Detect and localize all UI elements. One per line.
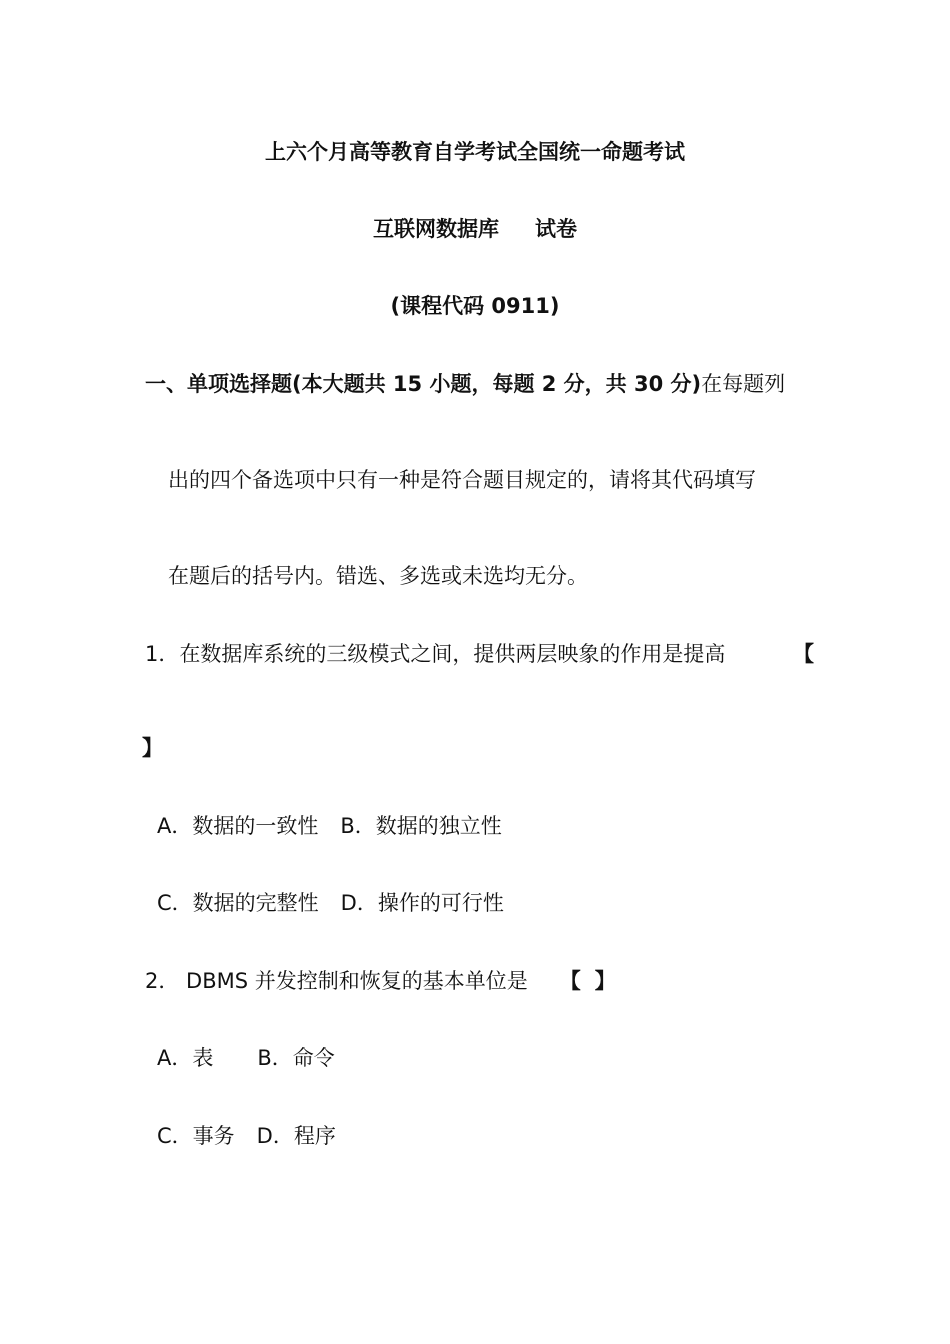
section-heading-bold: 一、单项选择题(本大题共 15 小题，每题 2 分，共 30 分) [145, 372, 702, 396]
question-2-options-row1 [157, 1044, 335, 1072]
question-2-bracket-close: 】 [594, 969, 616, 993]
section-instruction-line2: 出的四个备选项中只有一种是符合题目规定的，请将其代码填写 [168, 468, 756, 492]
question-1-stem: 1．在数据库系统的三级模式之间，提供两层映象的作用是提高 [145, 642, 726, 666]
subtitle-subject: 互联网数据库 [373, 217, 499, 241]
course-code: (课程代码 0911) [390, 294, 560, 318]
question-1-bracket-open: 【 [793, 642, 814, 666]
question-2-stem: 2． DBMS 并发控制和恢复的基本单位是 [145, 969, 528, 993]
question-1-option-d: D．操作的可行性 [340, 891, 504, 915]
question-1-option-c: C．数据的完整性 [157, 891, 319, 915]
exam-title: 上六个月高等教育自学考试全国统一命题考试 [265, 140, 685, 164]
question-2-bracket-open: 【 [559, 969, 581, 993]
subtitle-type: 试卷 [535, 217, 577, 241]
question-1-options-row2 [157, 889, 504, 917]
question-2-option-c: C．事务 [157, 1124, 235, 1148]
section-instruction-line3: 在题后的括号内。错选、多选或未选均无分。 [168, 564, 588, 588]
question-2-option-d: D．程序 [256, 1124, 336, 1148]
question-1-options-row1 [157, 812, 502, 840]
question-1-option-b: B．数据的独立性 [340, 814, 502, 838]
question-2-option-a: A．表 [157, 1046, 214, 1070]
section-heading-rest: 在每题列 [701, 372, 786, 396]
question-2-stem-row [145, 967, 616, 995]
question-1-bracket-close: 】 [142, 736, 163, 760]
question-2-options-row2 [157, 1122, 336, 1150]
question-2-option-b: B．命令 [257, 1046, 335, 1070]
section-heading [145, 370, 785, 398]
question-1-option-a: A．数据的一致性 [157, 814, 319, 838]
exam-subtitle [0, 215, 950, 243]
